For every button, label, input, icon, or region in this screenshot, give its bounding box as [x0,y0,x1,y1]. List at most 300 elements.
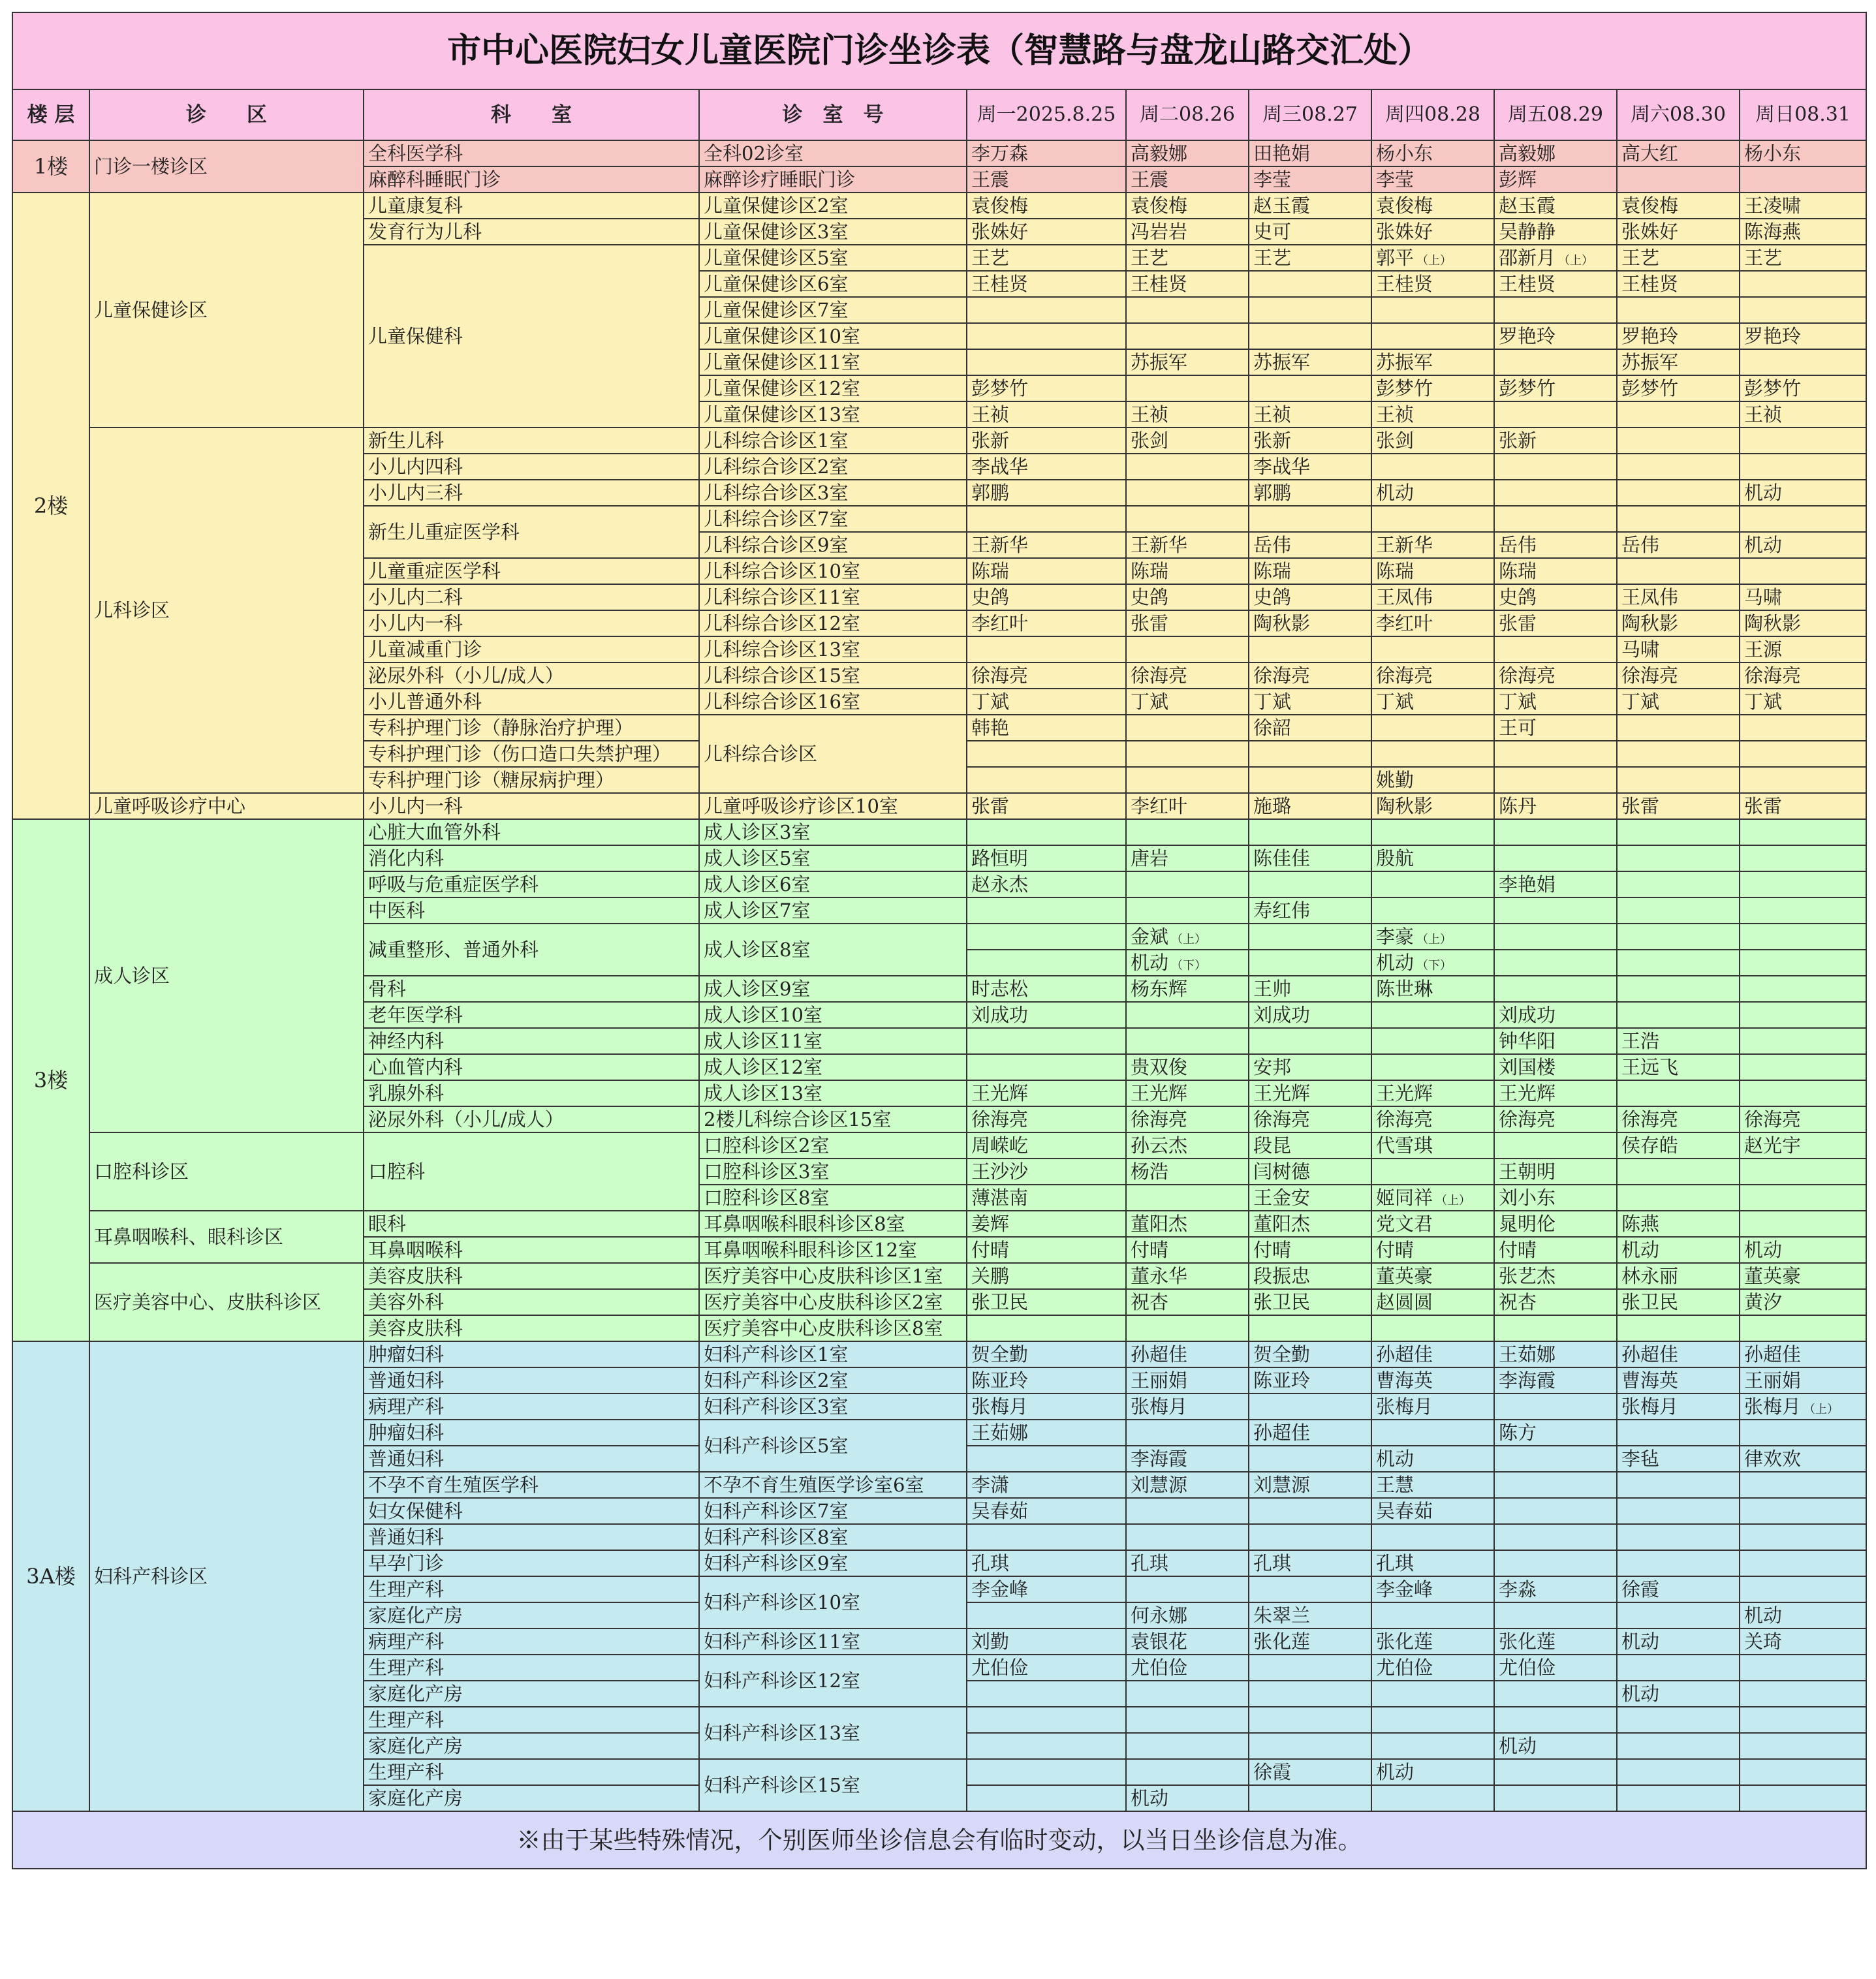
doctor-cell [1249,271,1371,297]
room-cell: 成人诊区11室 [699,1028,967,1054]
doctor-cell [1617,1733,1740,1759]
doctor-cell: 张雷 [1494,610,1617,636]
doctor-cell: 郭鹏 [967,480,1126,506]
room-cell: 成人诊区7室 [699,897,967,924]
doctor-cell: 杨浩 [1126,1159,1249,1185]
doctor-cell: 王震 [1126,166,1249,193]
doctor-cell [1126,1524,1249,1550]
doctor-cell [1617,1524,1740,1550]
doctor-cell: 时志松 [967,976,1126,1002]
doctor-cell: 王慧 [1371,1472,1494,1498]
doctor-cell: 史鸽 [967,584,1126,610]
doctor-cell: 张艺杰 [1494,1263,1617,1289]
doctor-cell: 董永华 [1126,1263,1249,1289]
room-cell: 妇科产科诊区1室 [699,1341,967,1367]
doctor-cell: 徐海亮 [1617,1106,1740,1132]
doctor-cell: 张雷 [967,793,1126,819]
doctor-cell [1494,1707,1617,1733]
doctor-cell: 杨小东 [1371,140,1494,166]
dept-cell: 耳鼻咽喉科 [364,1237,699,1263]
doctor-name: 机动 [1376,951,1415,974]
doctor-cell: 赵圆圆 [1371,1289,1494,1315]
doctor-cell: 王帅 [1249,976,1371,1002]
doctor-name: 金斌 [1131,925,1169,948]
doctor-cell: 杨小东 [1740,140,1866,166]
dept-cell: 生理产科 [364,1655,699,1681]
doctor-cell [1371,1524,1494,1550]
room-cell: 口腔科诊区8室 [699,1185,967,1211]
doctor-cell: 王可 [1494,715,1617,741]
doctor-cell: 张雷 [1617,793,1740,819]
doctor-name: 郭平 [1376,246,1415,269]
doctor-cell: 韩艳 [967,715,1126,741]
doctor-cell [1740,1733,1866,1759]
doctor-cell [1126,1576,1249,1602]
doctor-cell [1494,1785,1617,1811]
dept-cell: 家庭化产房 [364,1602,699,1628]
doctor-cell [1617,454,1740,480]
dept-cell: 家庭化产房 [364,1785,699,1811]
room-cell: 儿童保健诊区5室 [699,245,967,271]
doctor-cell: 陶秋影 [1249,610,1371,636]
header-day-thu: 周四08.28 [1371,89,1494,140]
doctor-cell: 苏振军 [1126,349,1249,375]
doctor-cell: 张剑 [1371,428,1494,454]
doctor-cell: 陈亚玲 [967,1367,1126,1394]
doctor-cell [1249,1707,1371,1733]
room-cell: 妇科产科诊区10室 [699,1576,967,1628]
doctor-cell [1249,375,1371,401]
doctor-cell: 刘成功 [967,1002,1126,1028]
doctor-cell: 罗艳玲 [1617,323,1740,349]
doctor-cell: 李红叶 [1126,793,1249,819]
doctor-cell [1617,1002,1740,1028]
doctor-cell: 付晴 [967,1237,1126,1263]
room-cell: 儿童保健诊区2室 [699,193,967,219]
dept-cell: 专科护理门诊（静脉治疗护理） [364,715,699,741]
doctor-cell [967,741,1126,767]
room-cell: 妇科产科诊区15室 [699,1759,967,1811]
half-day-note: （上） [1435,1193,1471,1208]
doctor-cell: 徐霞 [1617,1576,1740,1602]
doctor-cell: 董英豪 [1740,1263,1866,1289]
doctor-cell: 王新华 [967,532,1126,558]
dept-cell: 呼吸与危重症医学科 [364,871,699,897]
doctor-cell [1617,1785,1740,1811]
doctor-cell [967,349,1126,375]
header-day-fri: 周五08.29 [1494,89,1617,140]
doctor-cell [1740,924,1866,950]
doctor-cell [1371,819,1494,845]
doctor-cell [1740,297,1866,323]
doctor-cell [1740,1080,1866,1106]
room-cell: 妇科产科诊区3室 [699,1394,967,1420]
doctor-cell [1371,715,1494,741]
doctor-cell [967,950,1126,976]
doctor-cell: 陈瑞 [1494,558,1617,584]
doctor-cell [1494,480,1617,506]
doctor-cell: 丁斌 [1249,689,1371,715]
doctor-cell [1126,767,1249,793]
room-cell: 儿童保健诊区13室 [699,401,967,428]
doctor-cell [967,924,1126,950]
doctor-cell: 王桂贤 [1371,271,1494,297]
doctor-cell: 徐海亮 [1740,662,1866,689]
doctor-cell: 刘勤 [967,1628,1126,1655]
doctor-cell: 孙超佳 [1617,1341,1740,1367]
doctor-cell: 陈丹 [1494,793,1617,819]
doctor-cell: 张雷 [1126,610,1249,636]
doctor-cell: 王浩 [1617,1028,1740,1054]
doctor-cell: 徐海亮 [1617,662,1740,689]
doctor-cell: 苏振军 [1371,349,1494,375]
doctor-cell [967,767,1126,793]
doctor-cell: 孙超佳 [1249,1420,1371,1446]
doctor-cell: 关琦 [1740,1628,1866,1655]
doctor-cell: 陶秋影 [1740,610,1866,636]
dept-cell: 全科医学科 [364,140,699,166]
doctor-cell [1740,819,1866,845]
doctor-cell: 徐海亮 [1740,1106,1866,1132]
doctor-cell: 陈佳佳 [1249,845,1371,871]
room-cell: 成人诊区5室 [699,845,967,871]
doctor-cell [1126,1759,1249,1785]
doctor-cell [1617,1315,1740,1341]
doctor-cell [1740,1054,1866,1080]
room-cell: 儿科综合诊区11室 [699,584,967,610]
doctor-cell [1494,1602,1617,1628]
header-day-wed: 周三08.27 [1249,89,1371,140]
doctor-cell [1617,1472,1740,1498]
doctor-cell: 徐海亮 [967,662,1126,689]
room-cell: 妇科产科诊区12室 [699,1655,967,1707]
schedule-page [12,12,1866,1967]
doctor-cell: 张卫民 [1617,1289,1740,1315]
doctor-cell: 彭梦竹 [967,375,1126,401]
doctor-cell [1494,976,1617,1002]
doctor-cell [967,1681,1126,1707]
doctor-cell: 姚勤 [1371,767,1494,793]
doctor-cell: 张化莲 [1371,1628,1494,1655]
header-day-tue: 周二08.26 [1126,89,1249,140]
dept-cell: 小儿内一科 [364,610,699,636]
doctor-name: 张梅月 [1744,1395,1802,1418]
doctor-cell: 林永丽 [1617,1263,1740,1289]
doctor-cell: 机动 [1740,532,1866,558]
room-cell: 儿科综合诊区1室 [699,428,967,454]
doctor-cell [967,1733,1126,1759]
doctor-cell: 吴静静 [1494,219,1617,245]
doctor-cell: 李海霞 [1494,1367,1617,1394]
table-row [12,819,1866,845]
doctor-cell: 贵双俊 [1126,1054,1249,1080]
doctor-cell [1740,1028,1866,1054]
doctor-cell [1249,871,1371,897]
doctor-cell: 祝杏 [1494,1289,1617,1315]
doctor-cell [1249,1446,1371,1472]
doctor-cell: 董英豪 [1371,1263,1494,1289]
doctor-cell: 刘国楼 [1494,1054,1617,1080]
doctor-cell [1371,506,1494,532]
table-row [12,428,1866,454]
doctor-cell [1126,506,1249,532]
page-title: 市中心医院妇女儿童医院门诊坐诊表（智慧路与盘龙山路交汇处） [12,12,1866,89]
doctor-cell: 徐海亮 [967,1106,1126,1132]
doctor-cell: 李万森 [967,140,1126,166]
doctor-cell: 陶秋影 [1617,610,1740,636]
doctor-cell [1371,924,1494,950]
table-row [12,1211,1866,1237]
doctor-cell: 丁斌 [1126,689,1249,715]
table-row [12,1132,1866,1159]
doctor-cell [1126,819,1249,845]
half-day-note: （上） [1416,253,1452,268]
doctor-cell [1371,1185,1494,1211]
doctor-cell [1126,1315,1249,1341]
doctor-cell [967,1707,1126,1733]
doctor-cell [1371,1681,1494,1707]
doctor-cell: 机动 [1740,1237,1866,1263]
doctor-cell [1740,1472,1866,1498]
doctor-cell [1371,1602,1494,1628]
doctor-cell: 张姝好 [1371,219,1494,245]
doctor-cell [1617,428,1740,454]
floor-cell: 3楼 [12,819,89,1341]
doctor-cell: 董阳杰 [1249,1211,1371,1237]
doctor-cell: 李红叶 [967,610,1126,636]
room-cell: 儿童呼吸诊疗诊区10室 [699,793,967,819]
doctor-cell [1126,950,1249,976]
doctor-cell: 孔琪 [967,1550,1126,1576]
half-day-note: （上） [1804,1402,1839,1416]
schedule-table [12,12,1867,1869]
doctor-cell [1494,1446,1617,1472]
doctor-cell [1371,950,1494,976]
header-floor: 楼 层 [12,89,89,140]
dept-cell: 普通妇科 [364,1367,699,1394]
dept-cell: 神经内科 [364,1028,699,1054]
doctor-cell [1494,819,1617,845]
dept-cell: 新生儿科 [364,428,699,454]
doctor-cell: 杨东辉 [1126,976,1249,1002]
doctor-cell: 代雪琪 [1371,1132,1494,1159]
doctor-cell [1371,636,1494,662]
doctor-cell [1740,166,1866,193]
doctor-cell [1740,349,1866,375]
dept-cell: 美容皮肤科 [364,1315,699,1341]
doctor-cell [1617,1655,1740,1681]
doctor-cell: 王桂贤 [967,271,1126,297]
doctor-cell: 律欢欢 [1740,1446,1866,1472]
dept-cell: 肿瘤妇科 [364,1420,699,1446]
doctor-cell: 晁明伦 [1494,1211,1617,1237]
doctor-cell: 赵玉霞 [1494,193,1617,219]
doctor-cell [1494,1550,1617,1576]
room-cell: 儿科综合诊区16室 [699,689,967,715]
header-dept: 科 室 [364,89,699,140]
doctor-cell [1371,1733,1494,1759]
header-room: 诊 室 号 [699,89,967,140]
doctor-cell [1249,297,1371,323]
doctor-cell [1371,297,1494,323]
doctor-cell [1249,636,1371,662]
doctor-cell [1126,897,1249,924]
half-day-note: （上） [1171,932,1207,946]
doctor-cell [1617,767,1740,793]
doctor-cell [1494,349,1617,375]
doctor-cell: 赵永杰 [967,871,1126,897]
doctor-cell [1617,1159,1740,1185]
doctor-name: 邵新月 [1499,246,1556,269]
zone-cell: 口腔科诊区 [89,1132,364,1211]
doctor-cell [967,1602,1126,1628]
doctor-cell: 袁银花 [1126,1628,1249,1655]
room-cell: 儿科综合诊区12室 [699,610,967,636]
doctor-cell [1371,323,1494,349]
room-cell: 口腔科诊区2室 [699,1132,967,1159]
doctor-cell: 张梅月 [1126,1394,1249,1420]
doctor-cell: 李海霞 [1126,1446,1249,1472]
room-cell: 全科02诊室 [699,140,967,166]
doctor-cell [1740,767,1866,793]
doctor-cell [1126,454,1249,480]
doctor-cell: 吴春茹 [967,1498,1126,1524]
doctor-cell [1740,1785,1866,1811]
room-cell: 儿童保健诊区6室 [699,271,967,297]
room-cell: 成人诊区8室 [699,924,967,976]
doctor-cell: 段昆 [1249,1132,1371,1159]
room-cell: 妇科产科诊区11室 [699,1628,967,1655]
doctor-cell: 段振忠 [1249,1263,1371,1289]
doctor-cell [1249,819,1371,845]
doctor-cell: 王光辉 [1494,1080,1617,1106]
dept-cell: 儿童减重门诊 [364,636,699,662]
dept-cell: 专科护理门诊（伤口造口失禁护理） [364,741,699,767]
doctor-cell: 王艺 [967,245,1126,271]
room-cell: 妇科产科诊区8室 [699,1524,967,1550]
doctor-cell: 史鸽 [1494,584,1617,610]
doctor-cell [1617,715,1740,741]
doctor-cell [1617,741,1740,767]
room-cell: 儿科综合诊区15室 [699,662,967,689]
room-cell: 2楼儿科综合诊区15室 [699,1106,967,1132]
doctor-cell: 李艳娟 [1494,871,1617,897]
doctor-cell: 丁斌 [1617,689,1740,715]
doctor-cell: 王凤伟 [1617,584,1740,610]
doctor-cell: 王祯 [1371,401,1494,428]
doctor-cell [1740,558,1866,584]
doctor-cell [1494,1472,1617,1498]
room-cell: 成人诊区6室 [699,871,967,897]
room-cell: 成人诊区12室 [699,1054,967,1080]
half-day-note: （下） [1171,958,1207,973]
doctor-cell: 陈瑞 [1249,558,1371,584]
doctor-cell [1249,950,1371,976]
doctor-cell: 贺全勤 [1249,1341,1371,1367]
doctor-cell: 机动 [1371,1759,1494,1785]
doctor-cell: 王丽娟 [1126,1367,1249,1394]
doctor-cell [1617,819,1740,845]
doctor-cell [1617,1498,1740,1524]
doctor-cell [1371,1002,1494,1028]
dept-cell: 新生儿重症医学科 [364,506,699,558]
doctor-cell [1494,1681,1617,1707]
doctor-cell: 王艺 [1249,245,1371,271]
doctor-cell [1740,1185,1866,1211]
doctor-cell: 王艺 [1740,245,1866,271]
doctor-cell: 王丽娟 [1740,1367,1866,1394]
doctor-cell [1494,454,1617,480]
doctor-cell [967,1524,1126,1550]
doctor-cell [1740,271,1866,297]
dept-cell: 小儿内一科 [364,793,699,819]
doctor-cell: 何永娜 [1126,1602,1249,1628]
dept-cell: 美容皮肤科 [364,1263,699,1289]
dept-cell: 家庭化产房 [364,1733,699,1759]
doctor-cell: 张化莲 [1249,1628,1371,1655]
doctor-cell [1740,1707,1866,1733]
doctor-cell: 李毡 [1617,1446,1740,1472]
doctor-cell: 马啸 [1617,636,1740,662]
room-cell: 儿童保健诊区7室 [699,297,967,323]
doctor-cell: 寿红伟 [1249,897,1371,924]
zone-cell: 耳鼻咽喉科、眼科诊区 [89,1211,364,1263]
doctor-cell [1371,897,1494,924]
doctor-cell [1494,950,1617,976]
doctor-cell [1371,1315,1494,1341]
doctor-cell [1617,480,1740,506]
doctor-cell: 刘成功 [1249,1002,1371,1028]
doctor-cell: 张卫民 [1249,1289,1371,1315]
doctor-cell: 王源 [1740,636,1866,662]
doctor-cell: 王朝明 [1494,1159,1617,1185]
dept-cell: 普通妇科 [364,1524,699,1550]
doctor-cell [1740,1315,1866,1341]
doctor-cell [1371,454,1494,480]
doctor-cell [1617,897,1740,924]
doctor-cell: 史可 [1249,219,1371,245]
dept-cell: 骨科 [364,976,699,1002]
doctor-cell: 董阳杰 [1126,1211,1249,1237]
dept-cell: 小儿内四科 [364,454,699,480]
doctor-cell: 高毅娜 [1494,140,1617,166]
doctor-cell: 张梅月 [1617,1394,1740,1420]
doctor-cell [1740,1681,1866,1707]
doctor-cell [1249,767,1371,793]
doctor-cell: 郭鹏 [1249,480,1371,506]
doctor-cell [1126,636,1249,662]
doctor-cell [1249,1785,1371,1811]
doctor-cell: 张雷 [1740,793,1866,819]
doctor-cell [1494,924,1617,950]
doctor-cell [1371,245,1494,271]
doctor-cell: 王茹娜 [1494,1341,1617,1367]
doctor-cell [1249,1733,1371,1759]
footer-note: ※由于某些特殊情况，个别医师坐诊信息会有临时变动，以当日坐诊信息为准。 [12,1811,1866,1869]
doctor-cell [1126,375,1249,401]
dept-cell: 不孕不育生殖医学科 [364,1472,699,1498]
doctor-cell: 徐海亮 [1249,662,1371,689]
room-cell: 医疗美容中心皮肤科诊区8室 [699,1315,967,1341]
header-day-sat: 周六08.30 [1617,89,1740,140]
room-cell: 医疗美容中心皮肤科诊区1室 [699,1263,967,1289]
doctor-cell: 丁斌 [1494,689,1617,715]
doctor-cell: 机动 [1740,480,1866,506]
doctor-cell: 苏振军 [1249,349,1371,375]
room-cell: 耳鼻咽喉科眼科诊区12室 [699,1237,967,1263]
doctor-cell: 黄汐 [1740,1289,1866,1315]
doctor-cell [1740,1394,1866,1420]
